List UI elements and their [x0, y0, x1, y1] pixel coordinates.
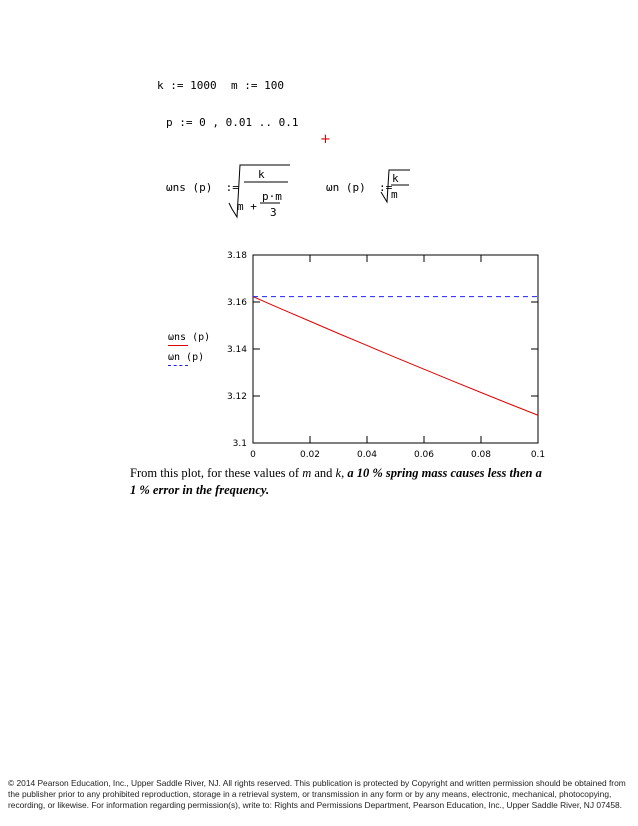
- wn-denominator: m: [391, 188, 398, 201]
- conclusion-prefix: From this plot, for these values of: [130, 466, 303, 480]
- copyright-footer: © 2014 Pearson Education, Inc., Upper Saddle River, NJ. All rights reserved. This publication is protected by Copyright and written permission should be obtained from the publisher prior to any prohibited reproduction, storage in a retrieval system, or transmission in any form or by any means, electronic, mechanical, photocopying, recording, or likewise. For information regarding permission(s), write to: Rights and Permissions Department, Pearson Education, Inc., Upper Saddle River, NJ 07458.: [8, 778, 626, 810]
- wns-numerator: k: [258, 168, 265, 181]
- conclusion-k: k: [335, 466, 342, 480]
- y-tick-label: 3.18: [226, 251, 247, 261]
- wns-inner-numerator: p·m: [262, 190, 282, 203]
- y-tick-label: 3.14: [226, 345, 247, 355]
- conclusion-text: [130, 465, 550, 499]
- k-definition: k := 1000: [157, 79, 217, 92]
- p-range-definition: p := 0 , 0.01 .. 0.1: [166, 116, 299, 129]
- legend-label-wns: ωns (p): [168, 332, 211, 343]
- wn-numerator: k: [392, 172, 399, 185]
- red-cursor-crosshair: +: [320, 132, 331, 147]
- conclusion-and: and: [311, 466, 336, 480]
- m-definition: m := 100: [231, 79, 284, 92]
- x-tick-label: 0.1: [530, 450, 546, 460]
- y-tick-label: 3.1: [232, 439, 247, 449]
- conclusion-m: m: [302, 466, 312, 480]
- x-tick-label: 0.06: [413, 450, 435, 460]
- y-tick-label: 3.16: [226, 298, 247, 308]
- x-tick-label: 0.08: [470, 450, 492, 460]
- legend-label-wn: ωn (p): [168, 352, 205, 363]
- x-tick-label: 0: [250, 450, 256, 460]
- wns-inner-denominator: 3: [270, 206, 277, 219]
- conclusion-comma: ,: [341, 466, 348, 480]
- y-tick-label: 3.12: [226, 392, 247, 402]
- wns-denominator-m: m +: [237, 200, 257, 213]
- x-tick-label: 0.02: [299, 450, 321, 460]
- wn-function-lhs: ωn (p) :=: [326, 181, 393, 194]
- wns-function-lhs: ωns (p) :=: [166, 181, 239, 194]
- plot-frame: [253, 255, 538, 443]
- series-wns-line: [253, 297, 538, 416]
- x-tick-label: 0.04: [356, 450, 378, 460]
- conclusion-emphasis: a 10 % spring mass causes less then a 1 % error in the frequency.: [130, 466, 542, 497]
